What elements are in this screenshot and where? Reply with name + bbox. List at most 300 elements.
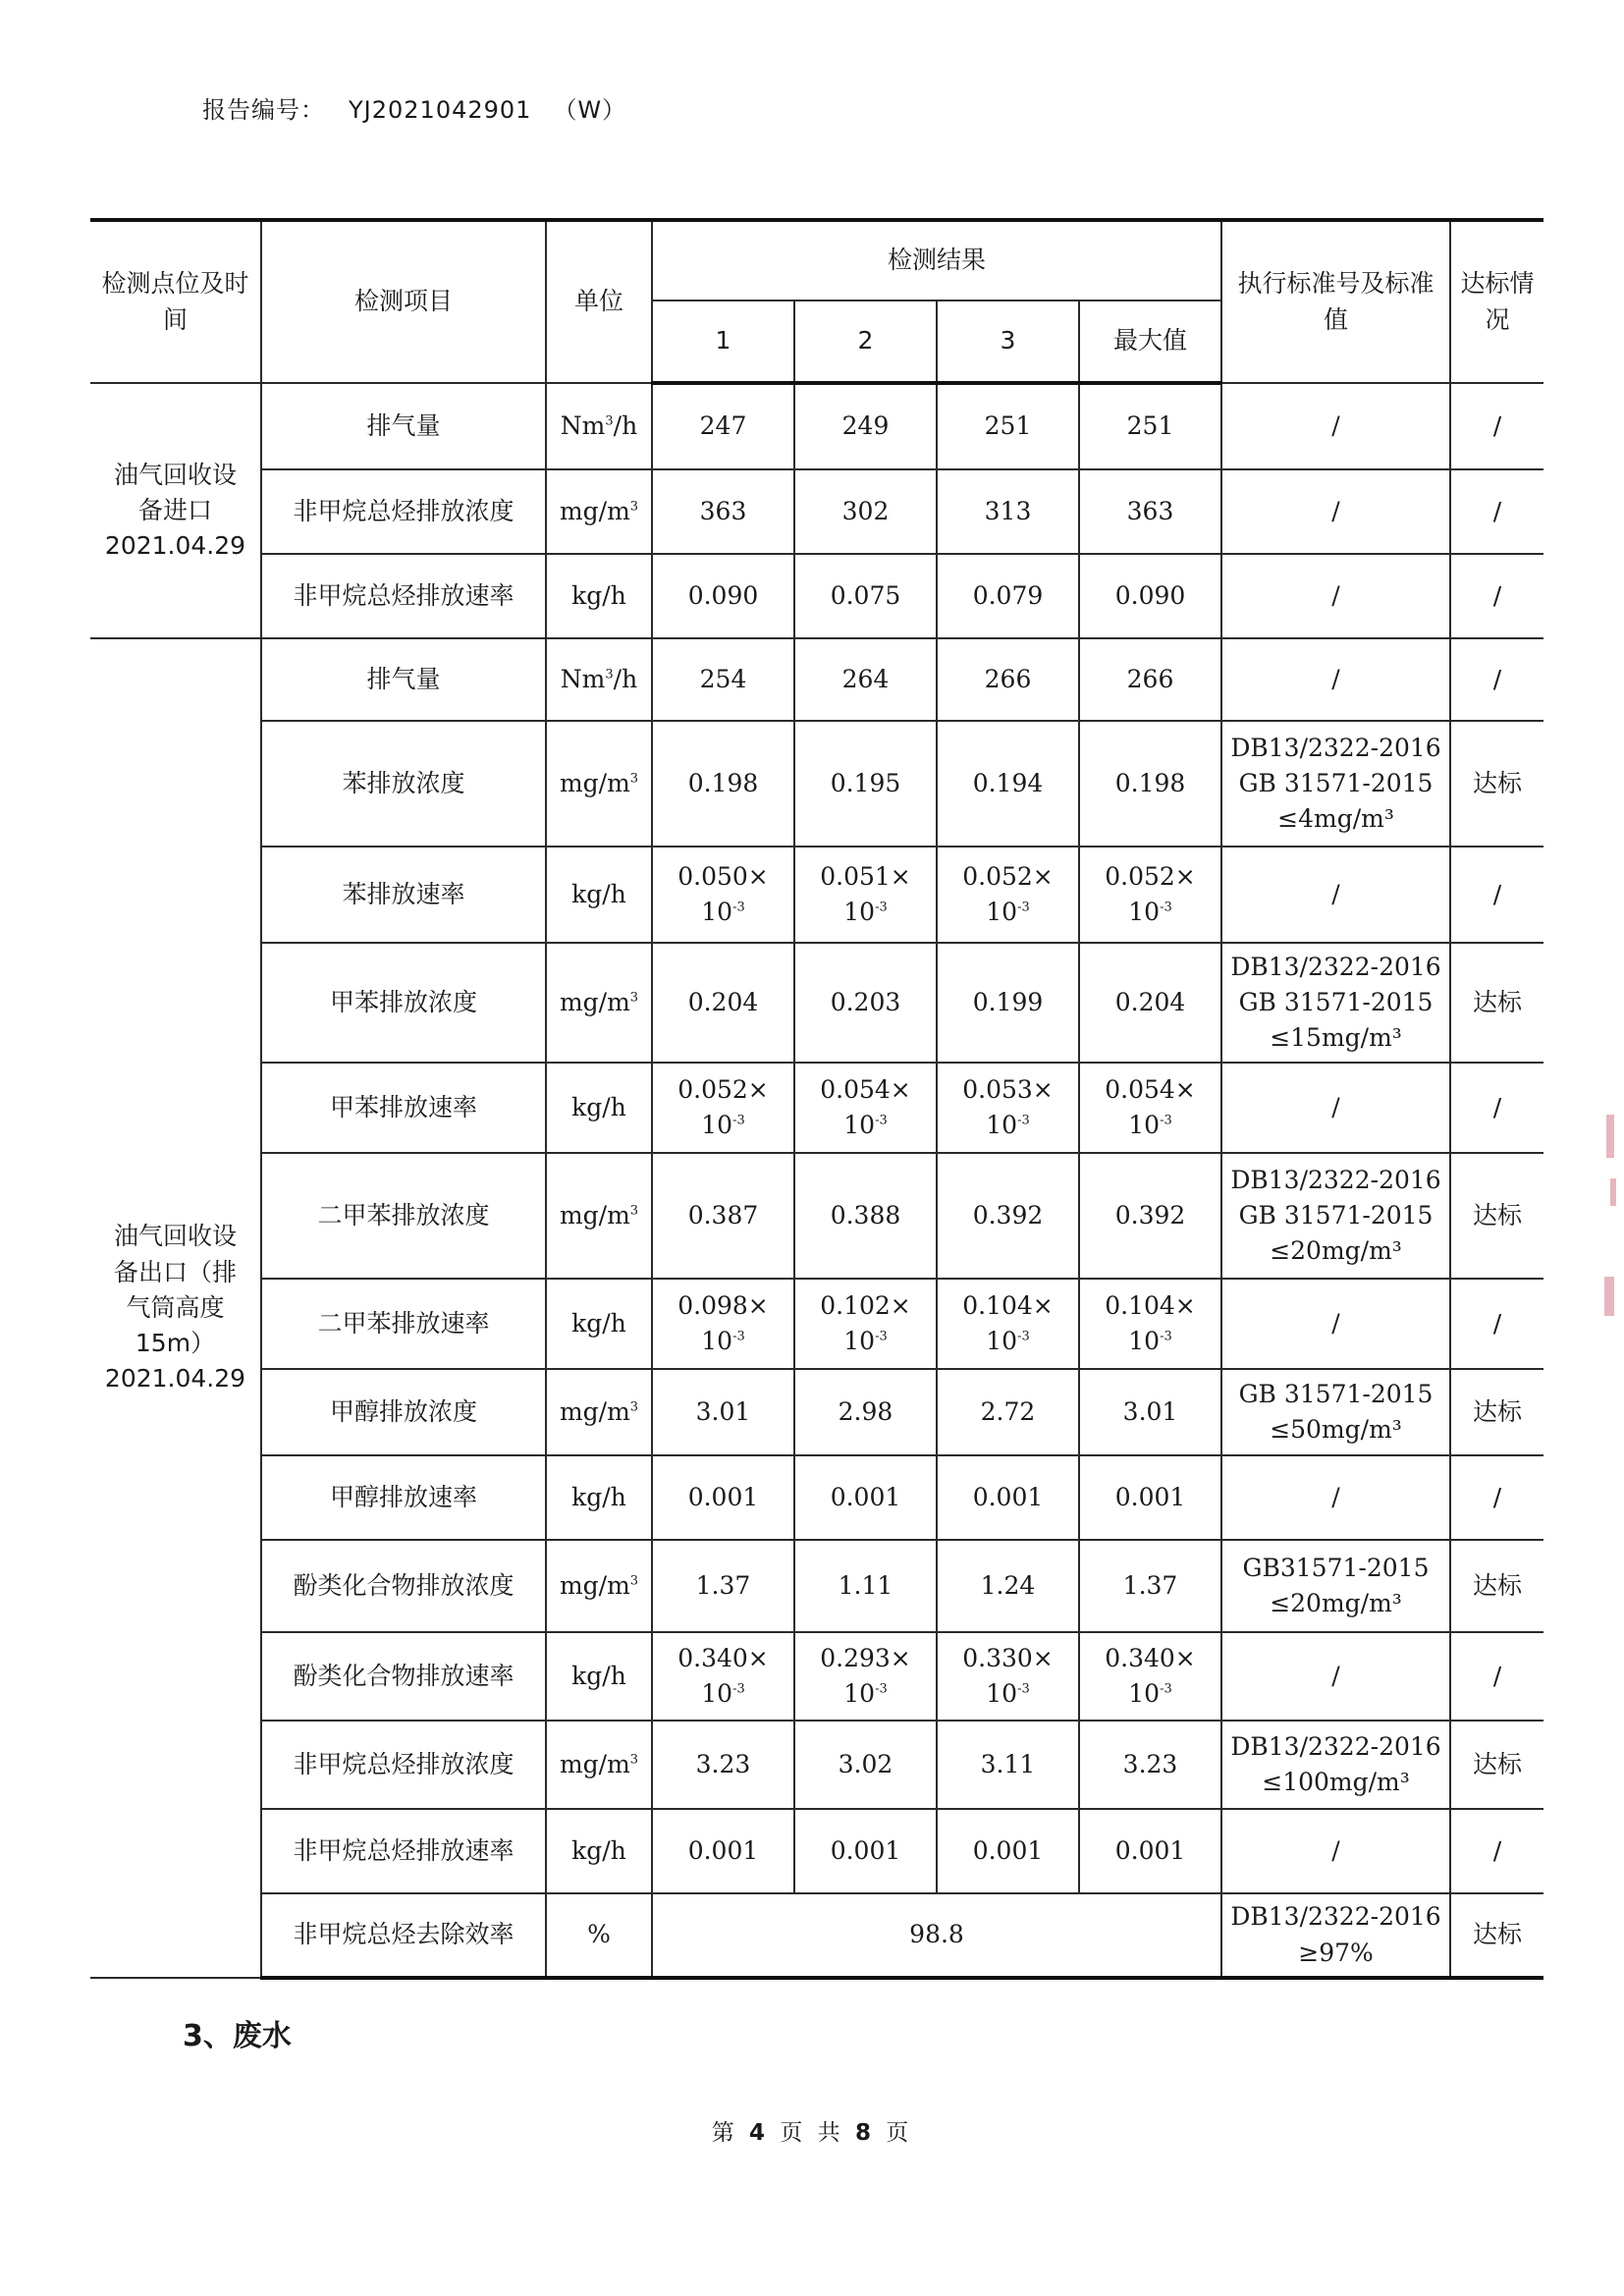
result-v3-cell [937, 847, 1079, 943]
result-value: 3.01 [1122, 1396, 1178, 1426]
result-v2-cell [794, 943, 937, 1063]
unit-superscript: 3 [629, 1399, 639, 1415]
result-v1-cell [652, 1369, 794, 1455]
status-cell: / [1450, 554, 1543, 638]
unit-tail: /h [613, 410, 638, 440]
unit-cell [546, 1455, 652, 1540]
location-cell [90, 383, 261, 638]
result-v3-cell [937, 1063, 1079, 1153]
unit-cell [546, 943, 652, 1063]
exponent-base: 10 [843, 1679, 876, 1708]
standard-cell [1221, 383, 1450, 469]
result-max-cell [1079, 638, 1221, 721]
standard-cell [1221, 1369, 1450, 1455]
exponent-base: 10 [701, 1327, 733, 1355]
status-cell: 达标 [1450, 721, 1543, 847]
standard-line: / [1331, 1482, 1340, 1511]
result-v1-cell [652, 469, 794, 554]
result-value: 264 [841, 664, 890, 693]
standard-line: ≥97% [1298, 1938, 1374, 1967]
standard-line: DB13/2322-2016 [1230, 733, 1441, 762]
result-value: 2.98 [838, 1396, 893, 1426]
result-value: 3.02 [838, 1749, 893, 1778]
page-total: 8 [854, 2120, 875, 2146]
unit-base: mg/m [559, 987, 630, 1016]
result-v1-cell [652, 1063, 794, 1153]
result-value: 0.392 [1114, 1200, 1186, 1230]
result-v1-cell [652, 943, 794, 1063]
standard-cell [1221, 469, 1450, 554]
result-v3-cell [937, 1540, 1079, 1632]
standard-line: ≤100mg/m³ [1262, 1768, 1410, 1796]
standard-line: / [1331, 410, 1340, 440]
table-row [90, 469, 1543, 554]
result-v1-cell [652, 1632, 794, 1721]
standard-cell [1221, 943, 1450, 1063]
result-v1-cell [652, 1279, 794, 1369]
standard-line: ≤15mg/m³ [1270, 1023, 1402, 1053]
location-line: 气筒高度 [126, 1292, 225, 1322]
standard-cell [1221, 721, 1450, 847]
item-cell: 排气量 [261, 383, 546, 469]
exponent-superscript: -3 [1160, 1113, 1172, 1128]
result-exponent [657, 1108, 789, 1143]
exponent-superscript: -3 [1160, 1329, 1172, 1344]
exponent-base: 10 [986, 898, 1018, 926]
table-row [90, 1632, 1543, 1721]
result-v1-cell [652, 847, 794, 943]
page-suffix: 页 [886, 2120, 913, 2146]
result-value: 0.090 [687, 580, 759, 610]
unit-cell [546, 1893, 652, 1978]
result-max-cell [1079, 1369, 1221, 1455]
standard-cell [1221, 1632, 1450, 1721]
result-mantissa: 0.052× [1105, 861, 1196, 891]
status-cell: / [1450, 383, 1543, 469]
unit-base: kg/h [571, 580, 626, 610]
status-cell: / [1450, 1063, 1543, 1153]
result-v3-cell [937, 1809, 1079, 1893]
result-value: 0.203 [830, 987, 901, 1016]
table-row [90, 847, 1543, 943]
header-unit: 单位 [546, 220, 652, 383]
result-value: 3.23 [1122, 1749, 1178, 1778]
unit-base: mg/m [559, 1570, 630, 1600]
header-status: 达标情况 [1450, 220, 1543, 383]
exponent-base: 10 [1128, 1327, 1161, 1355]
exponent-superscript: -3 [1017, 1329, 1030, 1344]
unit-base: kg/h [571, 1661, 626, 1690]
result-value: 247 [699, 411, 747, 441]
result-value: 1.37 [695, 1570, 751, 1600]
status-cell: 达标 [1450, 1153, 1543, 1279]
status-cell: / [1450, 1455, 1543, 1540]
result-value: 1.11 [838, 1570, 893, 1600]
exponent-base: 10 [986, 1679, 1018, 1708]
result-max-cell [1079, 1279, 1221, 1369]
exponent-superscript: -3 [1160, 900, 1172, 915]
item-cell: 二甲苯排放浓度 [261, 1153, 546, 1279]
result-value: 3.11 [980, 1749, 1036, 1778]
status-cell: 达标 [1450, 1893, 1543, 1978]
unit-base: mg/m [559, 1749, 630, 1778]
header-col-1: 1 [652, 301, 794, 383]
result-value: 0.090 [1114, 580, 1186, 610]
result-max-cell [1079, 1721, 1221, 1809]
exponent-base: 10 [843, 1111, 876, 1139]
unit-cell [546, 1153, 652, 1279]
exponent-superscript: -3 [1017, 900, 1030, 915]
exponent-base: 10 [701, 1679, 733, 1708]
item-cell: 非甲烷总烃排放速率 [261, 554, 546, 638]
result-v3-cell [937, 638, 1079, 721]
standard-line: / [1331, 1092, 1340, 1121]
result-exponent [1084, 1324, 1217, 1359]
unit-base: kg/h [571, 879, 626, 908]
result-mantissa: 0.098× [677, 1290, 769, 1320]
standard-cell [1221, 1279, 1450, 1369]
result-mantissa: 0.051× [820, 861, 911, 891]
standard-line: DB13/2322-2016 [1230, 1165, 1441, 1194]
header-result: 检测结果 [652, 220, 1221, 301]
standard-line: DB13/2322-2016 [1230, 952, 1441, 981]
standard-line: / [1331, 879, 1340, 908]
standard-line: ≤20mg/m³ [1270, 1589, 1402, 1617]
unit-base: kg/h [571, 1835, 626, 1865]
result-v1-cell [652, 1540, 794, 1632]
status-cell: / [1450, 638, 1543, 721]
unit-base: mg/m [559, 768, 630, 797]
result-exponent [1084, 1676, 1217, 1712]
result-max-cell [1079, 1809, 1221, 1893]
result-value: 0.079 [972, 580, 1044, 610]
table-row [90, 1721, 1543, 1809]
item-cell: 苯排放浓度 [261, 721, 546, 847]
status-cell: / [1450, 847, 1543, 943]
stamp-fragment [1610, 1178, 1616, 1206]
header-item: 检测项目 [261, 220, 546, 383]
result-max-cell [1079, 1540, 1221, 1632]
result-max-cell [1079, 847, 1221, 943]
result-v3-cell [937, 1455, 1079, 1540]
result-v1-cell [652, 1721, 794, 1809]
location-cell [90, 638, 261, 1978]
exponent-superscript: -3 [875, 900, 888, 915]
results-body [90, 383, 1543, 1978]
result-v2-cell [794, 1809, 937, 1893]
result-value: 0.387 [687, 1200, 759, 1230]
result-v1-cell [652, 554, 794, 638]
result-value: 0.001 [687, 1482, 759, 1511]
exponent-superscript: -3 [732, 1113, 745, 1128]
page-number [0, 2114, 1624, 2147]
result-mantissa: 0.104× [962, 1290, 1054, 1320]
header-col-3: 3 [937, 301, 1079, 383]
item-cell: 酚类化合物排放速率 [261, 1632, 546, 1721]
result-value: 363 [699, 496, 747, 525]
report-number-label: 报告编号： [202, 96, 325, 124]
result-max-cell [1079, 1632, 1221, 1721]
result-v1-cell [652, 383, 794, 469]
standard-line: GB 31571-2015 [1238, 768, 1434, 797]
unit-base: Nm [560, 664, 606, 693]
unit-base: mg/m [559, 1396, 630, 1426]
result-exponent [799, 1324, 932, 1359]
table-row [90, 1153, 1543, 1279]
standard-cell [1221, 1721, 1450, 1809]
unit-superscript: 3 [629, 499, 639, 515]
result-value: 0.199 [972, 987, 1044, 1016]
status-cell: 达标 [1450, 1369, 1543, 1455]
exponent-base: 10 [1128, 898, 1161, 926]
exponent-base: 10 [986, 1327, 1018, 1355]
result-v2-cell [794, 1369, 937, 1455]
exponent-superscript: -3 [732, 900, 745, 915]
section-title: 3、废水 [183, 2019, 292, 2053]
exponent-superscript: -3 [875, 1113, 888, 1128]
result-v3-cell [937, 1369, 1079, 1455]
unit-superscript: 3 [629, 990, 639, 1006]
result-v3-cell [937, 1279, 1079, 1369]
location-line: 备出口（排 [113, 1257, 237, 1286]
report-number-value: YJ2021042901 [349, 96, 532, 124]
unit-cell [546, 1632, 652, 1721]
result-v1-cell [652, 1809, 794, 1893]
status-cell: / [1450, 1279, 1543, 1369]
stamp-fragment [1604, 1277, 1614, 1316]
result-value: 0.194 [972, 768, 1044, 797]
header-col-2: 2 [794, 301, 937, 383]
standard-line: GB 31571-2015 [1238, 987, 1434, 1016]
result-value: 266 [984, 664, 1032, 693]
result-mantissa: 0.052× [677, 1074, 769, 1104]
result-value: 254 [699, 664, 747, 693]
unit-base: mg/m [559, 1200, 630, 1230]
unit-cell [546, 638, 652, 721]
status-cell: / [1450, 469, 1543, 554]
result-value: 251 [1126, 411, 1174, 441]
result-exponent [657, 1676, 789, 1712]
standard-cell [1221, 1153, 1450, 1279]
table-row [90, 1540, 1543, 1632]
result-max-cell [1079, 943, 1221, 1063]
standard-cell [1221, 554, 1450, 638]
result-value: 0.204 [1114, 987, 1186, 1016]
unit-superscript: 3 [629, 1752, 639, 1768]
result-v2-cell [794, 1063, 937, 1153]
result-mantissa: 0.104× [1105, 1290, 1196, 1320]
standard-line: / [1331, 1308, 1340, 1338]
standard-line: DB13/2322-2016 [1230, 1731, 1441, 1761]
exponent-superscript: -3 [1160, 1681, 1172, 1697]
result-mantissa: 0.340× [677, 1643, 769, 1672]
result-max-cell [1079, 383, 1221, 469]
result-mantissa: 0.054× [1105, 1074, 1196, 1104]
result-v3-cell [937, 554, 1079, 638]
exponent-superscript: -3 [1017, 1681, 1030, 1697]
standard-cell [1221, 1893, 1450, 1978]
result-v2-cell [794, 1721, 937, 1809]
result-value: 0.392 [972, 1200, 1044, 1230]
standard-cell [1221, 1063, 1450, 1153]
item-cell: 酚类化合物排放浓度 [261, 1540, 546, 1632]
standard-line: / [1331, 1835, 1340, 1865]
item-cell: 排气量 [261, 638, 546, 721]
exponent-base: 10 [701, 898, 733, 926]
unit-cell [546, 1809, 652, 1893]
result-v2-cell [794, 554, 937, 638]
header-col-max: 最大值 [1079, 301, 1221, 383]
result-v2-cell [794, 721, 937, 847]
result-v3-cell [937, 943, 1079, 1063]
result-v1-cell [652, 721, 794, 847]
unit-cell [546, 847, 652, 943]
exponent-superscript: -3 [875, 1329, 888, 1344]
table-row [90, 943, 1543, 1063]
exponent-superscript: -3 [732, 1329, 745, 1344]
standard-cell [1221, 1540, 1450, 1632]
unit-base: % [587, 1920, 611, 1949]
status-cell: 达标 [1450, 943, 1543, 1063]
item-cell: 非甲烷总烃排放速率 [261, 1809, 546, 1893]
location-line: 2021.04.29 [104, 1364, 246, 1394]
exponent-superscript: -3 [732, 1681, 745, 1697]
page-current: 4 [749, 2120, 770, 2146]
result-max-cell [1079, 1153, 1221, 1279]
standard-line: ≤4mg/m³ [1277, 804, 1394, 834]
result-v2-cell [794, 1279, 937, 1369]
result-value: 0.001 [830, 1835, 901, 1865]
result-mantissa: 0.102× [820, 1290, 911, 1320]
unit-superscript: 3 [629, 1203, 639, 1219]
result-exponent [1084, 1108, 1217, 1143]
exponent-base: 10 [1128, 1111, 1161, 1139]
status-cell: / [1450, 1809, 1543, 1893]
item-cell: 苯排放速率 [261, 847, 546, 943]
item-cell: 非甲烷总烃去除效率 [261, 1893, 546, 1978]
result-value: 0.001 [972, 1482, 1044, 1511]
location-line: 油气回收设 [113, 460, 237, 489]
header-standard: 执行标准号及标准值 [1221, 220, 1450, 383]
result-exponent [799, 1108, 932, 1143]
exponent-base: 10 [1128, 1679, 1161, 1708]
unit-base: kg/h [571, 1482, 626, 1511]
result-v3-cell [937, 383, 1079, 469]
standard-cell [1221, 1809, 1450, 1893]
result-exponent [1084, 895, 1217, 930]
unit-base: kg/h [571, 1308, 626, 1338]
standard-line: GB 31571-2015 [1238, 1379, 1434, 1408]
result-value: 0.388 [830, 1200, 901, 1230]
result-exponent [942, 1108, 1074, 1143]
unit-superscript: 3 [605, 667, 614, 683]
result-v3-cell [937, 1632, 1079, 1721]
unit-tail: /h [613, 664, 638, 693]
table-row [90, 1893, 1543, 1978]
standard-line: ≤50mg/m³ [1270, 1415, 1402, 1444]
unit-cell [546, 1721, 652, 1809]
page-prefix: 第 [711, 2120, 738, 2146]
result-max-cell [1079, 721, 1221, 847]
result-value: 1.37 [1122, 1570, 1178, 1600]
result-value: 2.72 [980, 1396, 1036, 1426]
result-value: 0.195 [830, 768, 901, 797]
standard-cell [1221, 638, 1450, 721]
stamp-fragment [1606, 1115, 1614, 1158]
unit-cell [546, 469, 652, 554]
exponent-base: 10 [701, 1111, 733, 1139]
merged-result-cell: 98.8 [652, 1893, 1221, 1978]
result-exponent [942, 1324, 1074, 1359]
result-v2-cell [794, 1455, 937, 1540]
result-exponent [657, 895, 789, 930]
location-line: 油气回收设 [113, 1222, 237, 1251]
unit-superscript: 3 [629, 771, 639, 787]
result-value: 0.001 [830, 1482, 901, 1511]
result-value: 266 [1126, 664, 1174, 693]
table-row [90, 383, 1543, 469]
standard-line: GB31571-2015 [1242, 1553, 1430, 1582]
result-value: 249 [841, 411, 890, 441]
item-cell: 甲醇排放速率 [261, 1455, 546, 1540]
item-cell: 甲苯排放浓度 [261, 943, 546, 1063]
unit-base: Nm [560, 410, 606, 440]
result-value: 3.23 [695, 1749, 751, 1778]
result-mantissa: 0.052× [962, 861, 1054, 891]
result-mantissa: 0.293× [820, 1643, 911, 1672]
unit-cell [546, 1540, 652, 1632]
result-value: 1.24 [980, 1570, 1036, 1600]
exponent-superscript: -3 [1017, 1113, 1030, 1128]
unit-base: mg/m [559, 496, 630, 525]
table-row [90, 1279, 1543, 1369]
result-v1-cell [652, 1455, 794, 1540]
standard-line: / [1331, 664, 1340, 693]
result-exponent [799, 1676, 932, 1712]
unit-cell [546, 1279, 652, 1369]
result-v2-cell [794, 383, 937, 469]
result-v2-cell [794, 1632, 937, 1721]
result-v3-cell [937, 721, 1079, 847]
standard-cell [1221, 1455, 1450, 1540]
result-v3-cell [937, 1153, 1079, 1279]
standard-line: / [1331, 496, 1340, 525]
location-line: 15m） [135, 1329, 216, 1358]
results-table [90, 218, 1543, 1980]
header-location: 检测点位及时间 [90, 220, 261, 383]
unit-cell [546, 1063, 652, 1153]
result-v1-cell [652, 638, 794, 721]
result-value: 3.01 [695, 1396, 751, 1426]
result-value: 0.001 [1114, 1482, 1186, 1511]
result-max-cell [1079, 554, 1221, 638]
result-value: 0.075 [830, 580, 901, 610]
table-row [90, 638, 1543, 721]
standard-line: DB13/2322-2016 [1230, 1902, 1441, 1932]
result-value: 0.204 [687, 987, 759, 1016]
result-value: 0.001 [972, 1835, 1044, 1865]
result-exponent [942, 1676, 1074, 1712]
exponent-base: 10 [843, 1327, 876, 1355]
result-v2-cell [794, 847, 937, 943]
result-v2-cell [794, 1540, 937, 1632]
result-max-cell [1079, 1455, 1221, 1540]
table-row [90, 1369, 1543, 1455]
result-v3-cell [937, 469, 1079, 554]
page-mid: 页 共 [780, 2120, 844, 2146]
standard-line: ≤20mg/m³ [1270, 1236, 1402, 1266]
table-row [90, 1063, 1543, 1153]
